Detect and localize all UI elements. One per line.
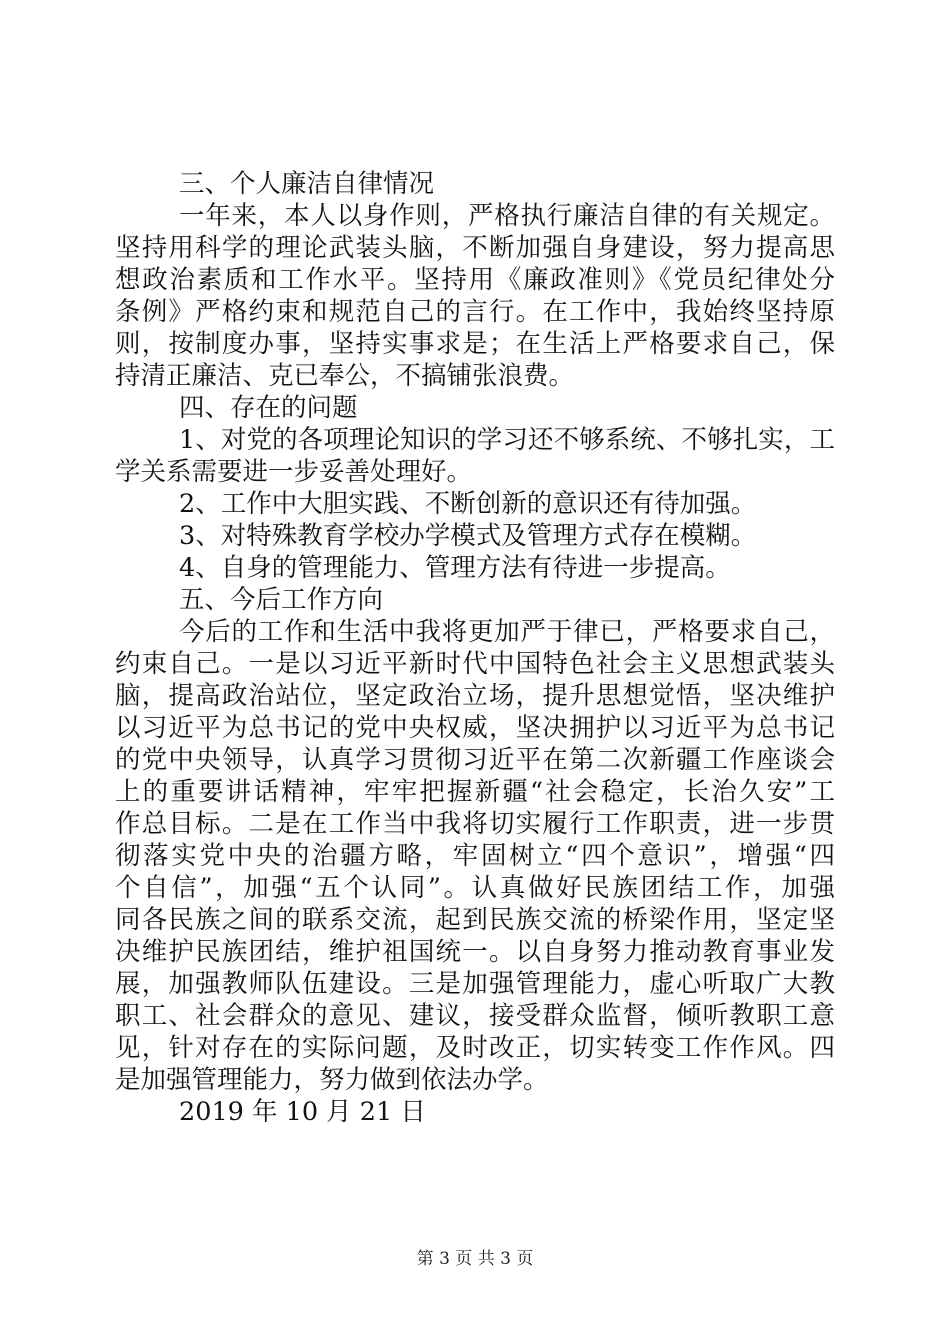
- paragraph-line: 职工、社会群众的意见、建议，接受群众监督，倾听教职工意: [115, 1001, 835, 1031]
- issue-item-2: 2、工作中大胆实践、不断创新的意识还有待加强。: [179, 489, 757, 519]
- paragraph-line: 坚持用科学的理论武装头脑，不断加强自身建设，努力提高思: [115, 233, 835, 263]
- paragraph-line: 决维护民族团结，维护祖国统一。以自身努力推动教育事业发: [115, 937, 835, 967]
- paragraph-line: 是加强管理能力，努力做到依法办学。: [115, 1065, 549, 1095]
- paragraph-line: 见，针对存在的实际问题，及时改正，切实转变工作作风。四: [115, 1033, 835, 1063]
- section-4-heading: 四、存在的问题: [179, 393, 358, 423]
- section-5-heading: 五、今后工作方向: [179, 585, 384, 615]
- paragraph-line: 则，按制度办事，坚持实事求是；在生活上严格要求自己，保: [115, 329, 835, 359]
- paragraph-line: 今后的工作和生活中我将更加严于律已，严格要求自己，: [179, 617, 835, 647]
- section-3-heading: 三、个人廉洁自律情况: [179, 169, 435, 199]
- paragraph-line: 展，加强教师队伍建设。三是加强管理能力，虚心听取广大教: [115, 969, 835, 999]
- paragraph-line: 约束自己。一是以习近平新时代中国特色社会主义思想武装头: [115, 649, 835, 679]
- paragraph-line: 以习近平为总书记的党中央权威，坚决拥护以习近平为总书记: [115, 713, 835, 743]
- paragraph-line: 持清正廉洁、克已奉公，不搞铺张浪费。: [115, 361, 575, 391]
- paragraph-line: 同各民族之间的联系交流，起到民族交流的桥梁作用，坚定坚: [115, 905, 835, 935]
- document-date: 2019 年 10 月 21 日: [179, 1097, 426, 1127]
- paragraph-line: 的党中央领导，认真学习贯彻习近平在第二次新疆工作座谈会: [115, 745, 835, 775]
- paragraph-line: 脑，提高政治站位，坚定政治立场，提升思想觉悟，坚决维护: [115, 681, 835, 711]
- paragraph-line: 想政治素质和工作水平。坚持用《廉政准则》《党员纪律处分: [115, 265, 835, 295]
- paragraph-line: 上的重要讲话精神，牢牢把握新疆“社会稳定，长治久安”工: [115, 777, 835, 807]
- paragraph-line: 彻落实党中央的治疆方略，牢固树立“四个意识”，增强“四: [115, 841, 835, 871]
- document-body: [115, 168, 835, 1128]
- page-footer: 第 3 页 共 3 页: [416, 1249, 534, 1269]
- paragraph-line: 一年来，本人以身作则，严格执行廉洁自律的有关规定。: [179, 201, 835, 231]
- paragraph-line: 作总目标。二是在工作当中我将切实履行工作职责，进一步贯: [115, 809, 835, 839]
- paragraph-line: 个自信”，加强“五个认同”。认真做好民族团结工作，加强: [115, 873, 835, 903]
- issue-item-4: 4、自身的管理能力、管理方法有待进一步提高。: [179, 553, 731, 583]
- issue-item-1-line: 学关系需要进一步妥善处理好。: [115, 457, 473, 487]
- paragraph-line: 条例》严格约束和规范自己的言行。在工作中，我始终坚持原: [115, 297, 835, 327]
- issue-item-1-line: 1、对党的各项理论知识的学习还不够系统、不够扎实，工: [179, 425, 835, 455]
- issue-item-3: 3、对特殊教育学校办学模式及管理方式存在模糊。: [179, 521, 757, 551]
